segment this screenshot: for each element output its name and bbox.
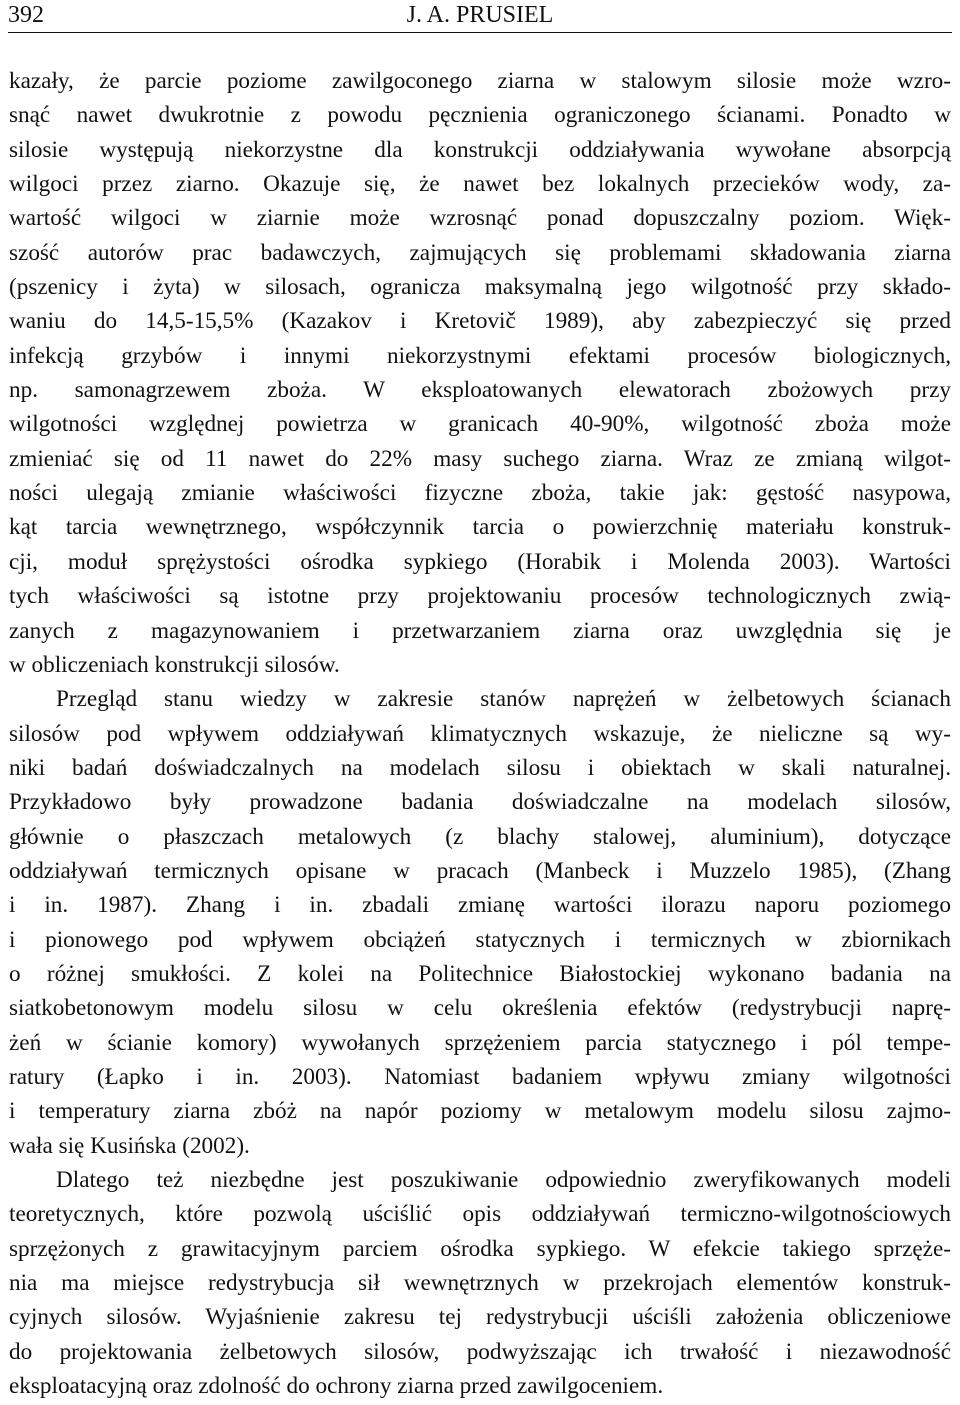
paragraph (9, 682, 951, 1163)
text-line: niki badań doświadczalnych na modelach silosu i obiektach w skali naturalnej. (9, 754, 951, 781)
text-line: ności ulegają zmianie właściwości fizyczne zboża, takie jak: gęstość nasypowa, (9, 480, 951, 507)
text-line: i pionowego pod wpływem obciążeń statycznych i termicznych w zbiornikach (9, 926, 951, 953)
text-line: siatkobetonowym modelu silosu w celu określenia efektów (redystrybucji naprę- (9, 995, 951, 1022)
header-rule (8, 32, 952, 33)
text-line: silosów pod wpływem oddziaływań klimatycznych wskazuje, że nieliczne są wy- (9, 720, 951, 747)
paragraph (9, 64, 951, 682)
text-line: Dlatego też niezbędne jest poszukiwanie odpowiednio zweryfikowanych modeli (56, 1167, 951, 1193)
text-line: eksploatacyjną oraz zdolność do ochrony ziarna przed zawilgoceniem. (9, 1373, 664, 1400)
text-line: i temperatury ziarna zbóż na napór poziomy w metalowym modelu silosu zajmo- (9, 1098, 951, 1125)
text-line: np. samonagrzewem zboża. W eksploatowanych elewatorach zbożowych przy (9, 377, 951, 404)
text-line: silosie występują niekorzystne dla konstrukcji oddziaływania wywołane absorpcją (9, 136, 951, 163)
text-line: tych właściwości są istotne przy projektowaniu procesów technologicznych zwią- (9, 583, 951, 610)
text-line: (pszenicy i żyta) w silosach, ogranicza maksymalną jego wilgotność przy składo- (9, 274, 951, 301)
text-line: nia ma miejsce redystrybucja sił wewnętrznych w przekrojach elementów konstruk- (9, 1270, 951, 1297)
text-line: do projektowania żelbetowych silosów, podwyższając ich trwałość i niezawodność (9, 1338, 951, 1365)
paragraph (9, 1163, 951, 1403)
text-line: zmieniać się od 11 nawet do 22% masy suchego ziarna. Wraz ze zmianą wilgot- (9, 445, 951, 472)
text-line: wilgotności względnej powietrza w granicach 40-90%, wilgotność zboża może (9, 411, 951, 438)
text-line: infekcją grzybów i innymi niekorzystnymi efektami procesów biologicznych, (9, 342, 951, 369)
body-text (9, 64, 951, 1403)
text-line: o różnej smukłości. Z kolei na Politechnice Białostockiej wykonano badania na (9, 960, 951, 987)
text-line: cyjnych silosów. Wyjaśnienie zakresu tej redystrybucji uściśli założenia obliczeniowe (9, 1304, 951, 1331)
running-head: J. A. PRUSIEL (406, 2, 554, 28)
text-line: i in. 1987). Zhang i in. zbadali zmianę wartości ilorazu naporu poziomego (9, 892, 951, 919)
page-number: 392 (8, 2, 44, 28)
text-line: głównie o płaszczach metalowych (z blachy stalowej, aluminium), dotyczące (9, 823, 951, 850)
text-line: cji, moduł sprężystości ośrodka sypkiego (Horabik i Molenda 2003). Wartości (9, 548, 951, 575)
text-line: kazały, że parcie poziome zawilgoconego ziarna w stalowym silosie może wzro- (9, 68, 951, 94)
text-line: żeń w ścianie komory) wywołanych sprzężeniem parcia statycznego i pól tempe- (9, 1029, 951, 1056)
text-line: waniu do 14,5-15,5% (Kazakov i Kretovič 1989), aby zabezpieczyć się przed (9, 308, 951, 335)
text-line: wartość wilgoci w ziarnie może wzrosnąć ponad dopuszczalny poziom. Więk- (9, 205, 951, 232)
text-line: szość autorów prac badawczych, zajmujących się problemami składowania ziarna (9, 239, 951, 266)
text-line: zanych z magazynowaniem i przetwarzaniem ziarna oraz uwzględnia się je (9, 617, 951, 644)
text-line: sprzężonych z grawitacyjnym parciem ośrodka sypkiego. W efekcie takiego sprzęże- (9, 1235, 951, 1262)
text-line: kąt tarcia wewnętrznego, współczynnik tarcia o powierzchnię materiału konstruk- (9, 514, 951, 541)
text-line: ratury (Łapko i in. 2003). Natomiast badaniem wpływu zmiany wilgotności (9, 1063, 951, 1090)
page-header (8, 0, 952, 34)
text-line: Przegląd stanu wiedzy w zakresie stanów naprężeń w żelbetowych ścianach (56, 686, 951, 713)
text-line: wała się Kusińska (2002). (9, 1132, 250, 1159)
text-line: teoretycznych, które pozwolą uściślić opis oddziaływań termiczno-wilgotnościowych (9, 1201, 951, 1228)
text-line: wilgoci przez ziarno. Okazuje się, że nawet bez lokalnych przecieków wody, za- (9, 171, 951, 198)
text-line: Przykładowo były prowadzone badania doświadczalne na modelach silosów, (9, 789, 951, 816)
text-line: w obliczeniach konstrukcji silosów. (9, 651, 340, 678)
text-line: oddziaływań termicznych opisane w pracach (Manbeck i Muzzelo 1985), (Zhang (9, 857, 951, 884)
text-line: snąć nawet dwukrotnie z powodu pęcznienia ograniczonego ścianami. Ponadto w (9, 102, 951, 129)
